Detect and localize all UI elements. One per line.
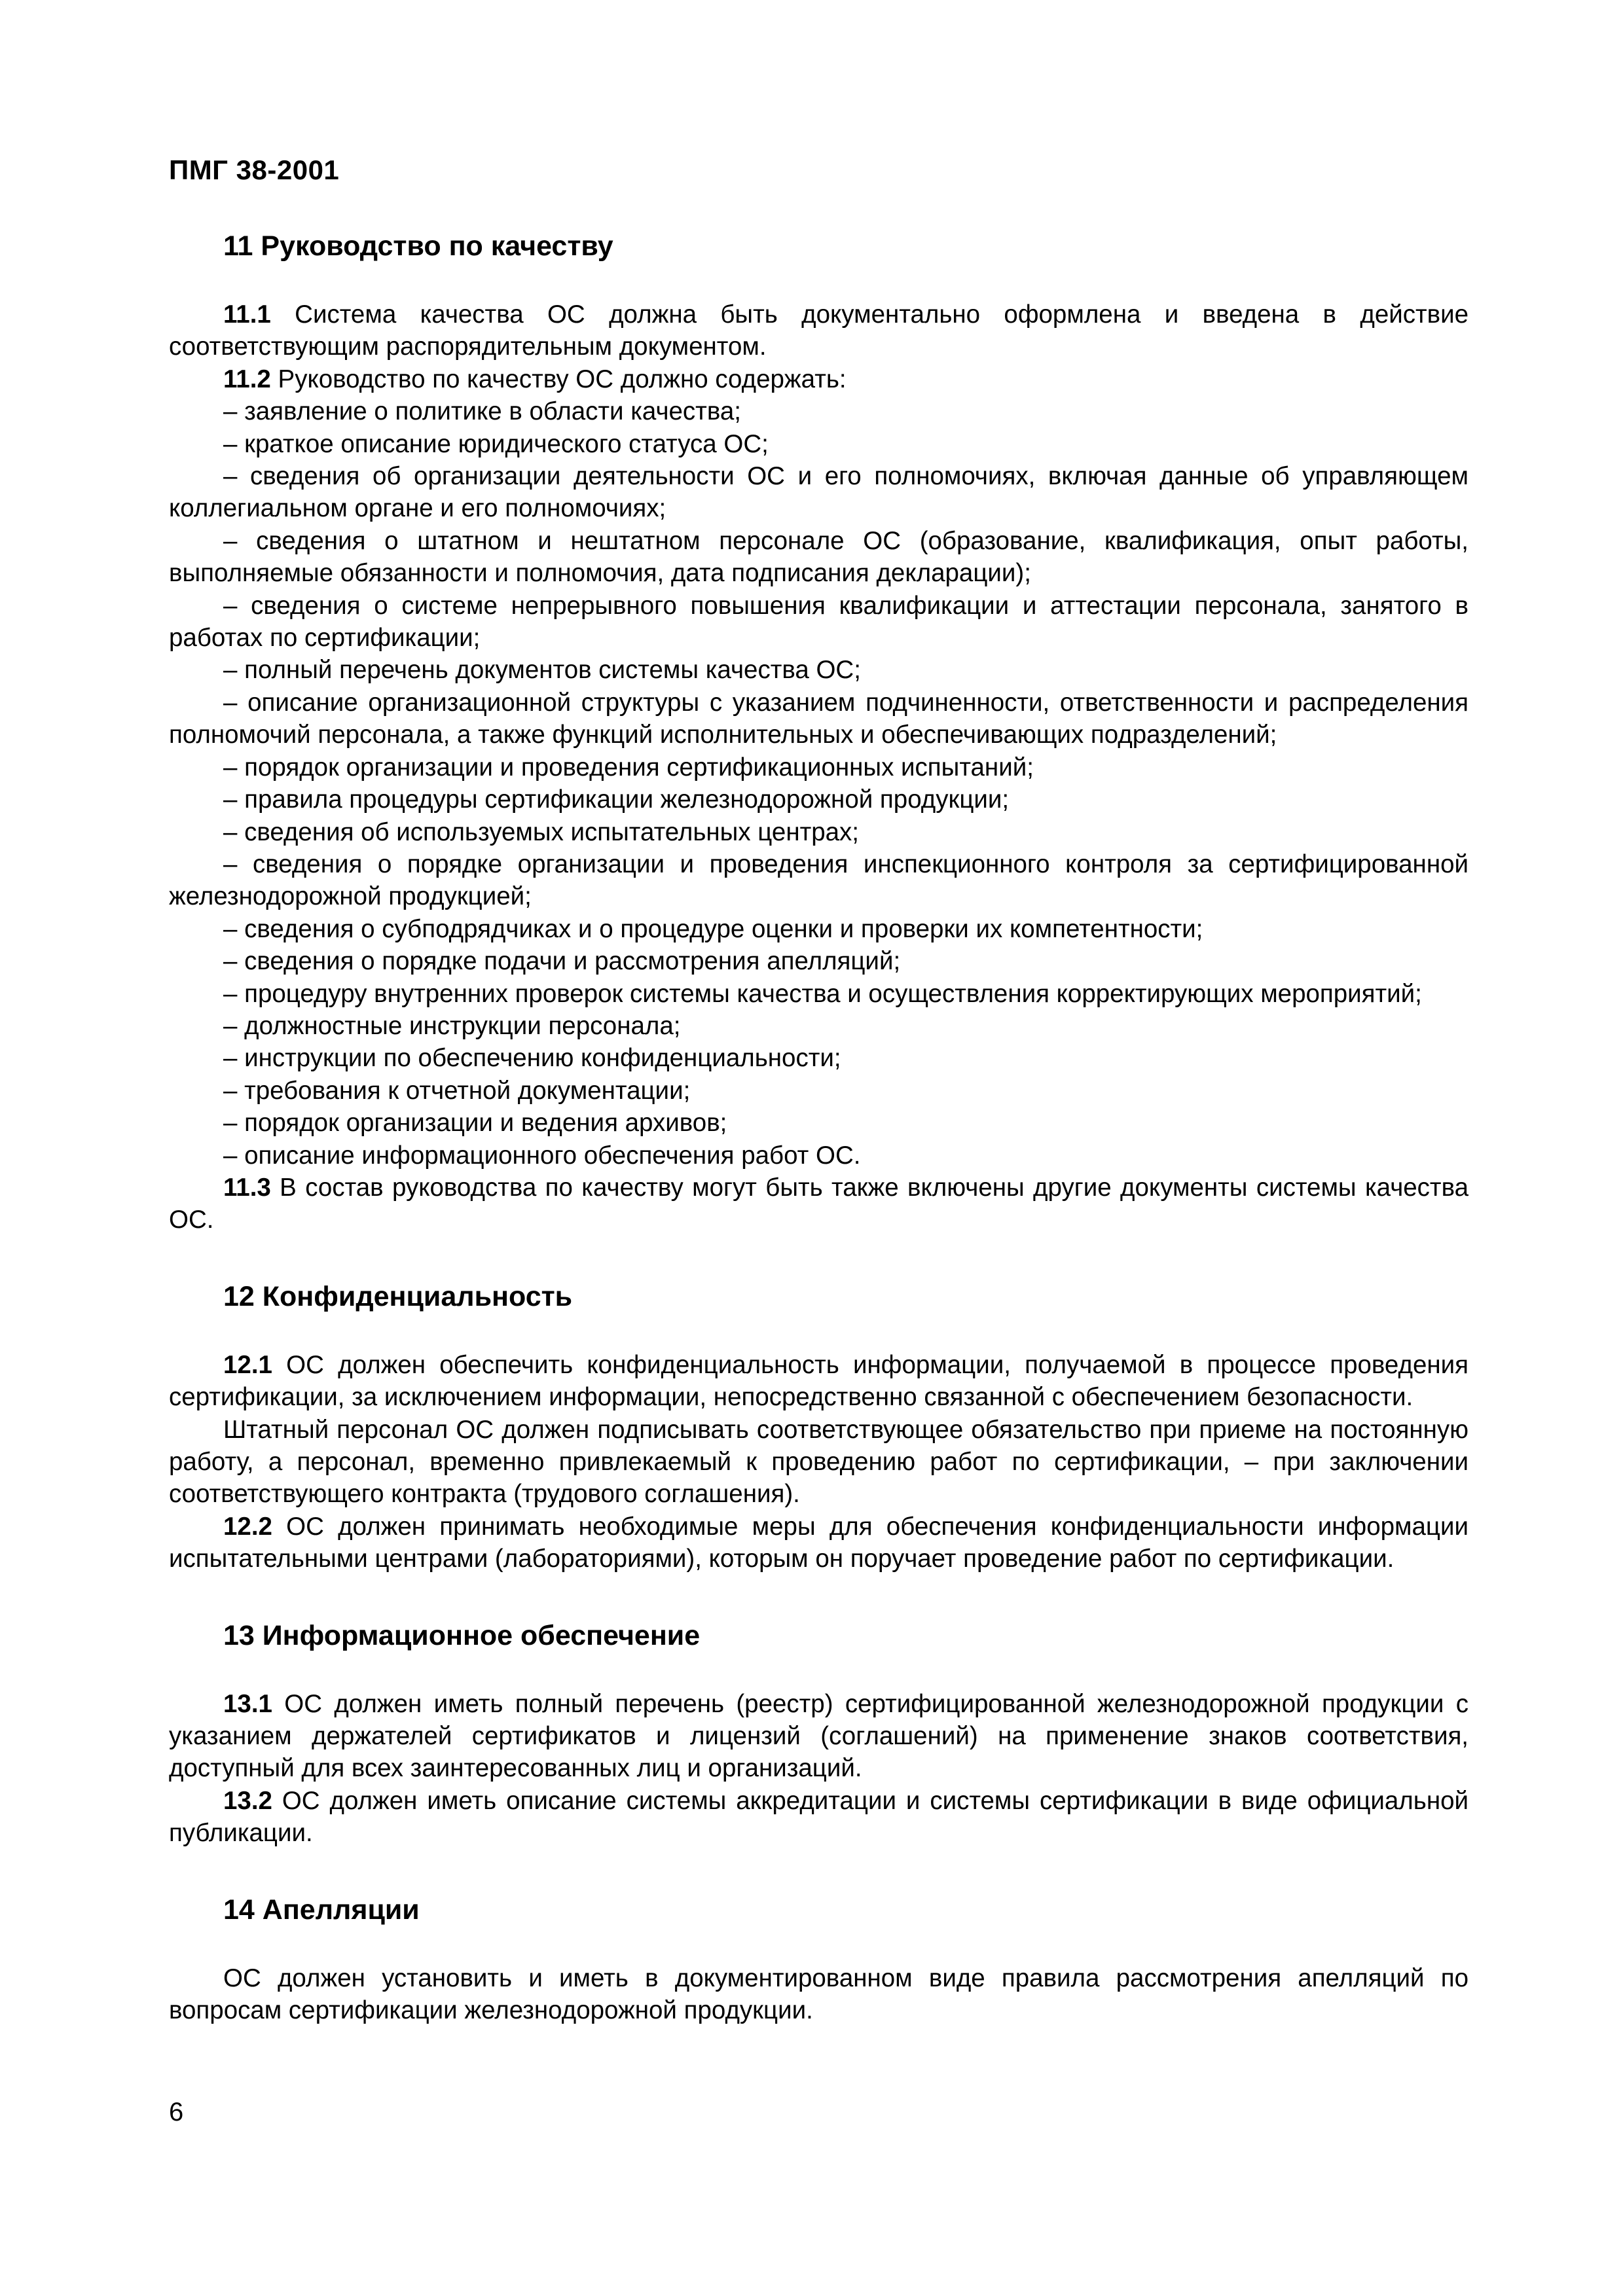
clause-14: ОС должен установить и иметь в документированном виде правила рассмотрения апелляций по вопросам сертификации железнодорожной продукции. xyxy=(169,1964,1468,2025)
list-item: – сведения об используемых испытательных центрах; xyxy=(223,817,859,846)
clause-13-1 xyxy=(169,1688,1468,1785)
list-item: – сведения об организации деятельности ОС и его полномочиях, включая данные об управляющем коллегиальном органе и его полномочиях; xyxy=(169,462,1468,523)
clause-number: 13.1 xyxy=(223,1689,272,1718)
list-item: – сведения о субподрядчиках и о процедуре оценки и проверки их компетентности; xyxy=(223,914,1203,943)
list-item: – порядок организации и проведения сертификационных испытаний; xyxy=(223,753,1034,781)
clause-11-3 xyxy=(169,1172,1468,1236)
clause-number: 11.1 xyxy=(223,300,271,329)
clause-text: Руководство по качеству ОС должно содержать: xyxy=(270,365,847,393)
clause-text: ОС должен обеспечить конфиденциальность информации, получаемой в процессе проведения сертификации, за исключением информации, непосредственно связанной с обеспечением безопасности. xyxy=(169,1350,1468,1412)
clause-11-1 xyxy=(169,298,1468,363)
clause-text: ОС должен иметь полный перечень (реестр) сертифицированной железнодорожной продукции с указанием держателей сертификатов и лицензий (соглашений) на применение знаков соответствия, доступный для всех заинтересованных лиц и организаций. xyxy=(169,1689,1468,1783)
section-spacer xyxy=(169,1575,1468,1619)
list-item: – должностные инструкции персонала; xyxy=(223,1011,681,1040)
section-spacer xyxy=(169,1236,1468,1280)
clause-12-2 xyxy=(169,1511,1468,1575)
clause-number: 11.3 xyxy=(223,1173,271,1202)
list-item: – правила процедуры сертификации железнодорожной продукции; xyxy=(223,785,1010,814)
list-item: – описание организационной структуры с указанием подчиненности, ответственности и распределения полномочий персонала, а также функций исполнительных и обеспечивающих подразделений; xyxy=(169,688,1468,749)
clause-12-1 xyxy=(169,1349,1468,1414)
document-code: ПМГ 38-2001 xyxy=(169,154,340,185)
clause-12-1-continued: Штатный персонал ОС должен подписывать соответствующее обязательство при приеме на постоянную работу, а персонал, временно привлекаемый к проведению работ по сертификации, – при заключении соответствующего контракта (трудового соглашения). xyxy=(169,1415,1468,1509)
list-item: – требования к отчетной документации; xyxy=(223,1076,691,1105)
list-item: – краткое описание юридического статуса ОС; xyxy=(223,429,769,458)
clause-11-2 xyxy=(169,363,1468,395)
list-item: – описание информационного обеспечения работ ОС. xyxy=(223,1141,861,1170)
list-item: – порядок организации и ведения архивов; xyxy=(223,1109,727,1138)
list-item: – процедуру внутренних проверок системы качества и осуществления корректирующих мероприятий; xyxy=(223,979,1422,1008)
clause-text: В состав руководства по качеству могут быть также включены другие документы системы качества ОС. xyxy=(169,1173,1468,1234)
list-item: – сведения о штатном и нештатном персонале ОС (образование, квалификация, опыт работы, выполняемые обязанности и полномочия, дата подписания декларации); xyxy=(169,526,1468,588)
list-item: – сведения о порядке организации и проведения инспекционного контроля за сертифицированной железнодорожной продукцией; xyxy=(169,850,1468,911)
clause-number: 12.1 xyxy=(223,1350,272,1379)
clause-text: ОС должен принимать необходимые меры для обеспечения конфиденциальности информации испытательными центрами (лабораториями), которым он поручает проведение работ по сертификации. xyxy=(169,1512,1468,1573)
clause-text: ОС должен иметь описание системы аккредитации и системы сертификации в виде официальной публикации. xyxy=(169,1786,1468,1848)
section-11-heading: 11 Руководство по качеству xyxy=(223,230,613,262)
clause-13-2 xyxy=(169,1785,1468,1850)
document-body xyxy=(169,229,1468,2026)
clause-number: 12.2 xyxy=(223,1512,272,1541)
clause-number: 13.2 xyxy=(223,1786,272,1815)
list-item: – сведения о порядке подачи и рассмотрения апелляций; xyxy=(223,947,901,976)
section-spacer xyxy=(169,1850,1468,1893)
page-number: 6 xyxy=(169,2098,184,2126)
list-item: – инструкции по обеспечению конфиденциальности; xyxy=(223,1044,841,1073)
list-item: – полный перечень документов системы качества ОС; xyxy=(223,656,861,685)
clause-text: Система качества ОС должна быть документально оформлена и введена в действие соответствующим распорядительным документом. xyxy=(169,300,1468,361)
section-13-heading: 13 Информационное обеспечение xyxy=(223,1619,701,1651)
clause-number: 11.2 xyxy=(223,365,271,393)
section-14-heading: 14 Апелляции xyxy=(223,1893,420,1926)
list-item: – сведения о системе непрерывного повышения квалификации и аттестации персонала, занятого в работах по сертификации; xyxy=(169,591,1468,653)
list-item: – заявление о политике в области качества; xyxy=(223,397,741,426)
section-12-heading: 12 Конфиденциальность xyxy=(223,1280,573,1312)
